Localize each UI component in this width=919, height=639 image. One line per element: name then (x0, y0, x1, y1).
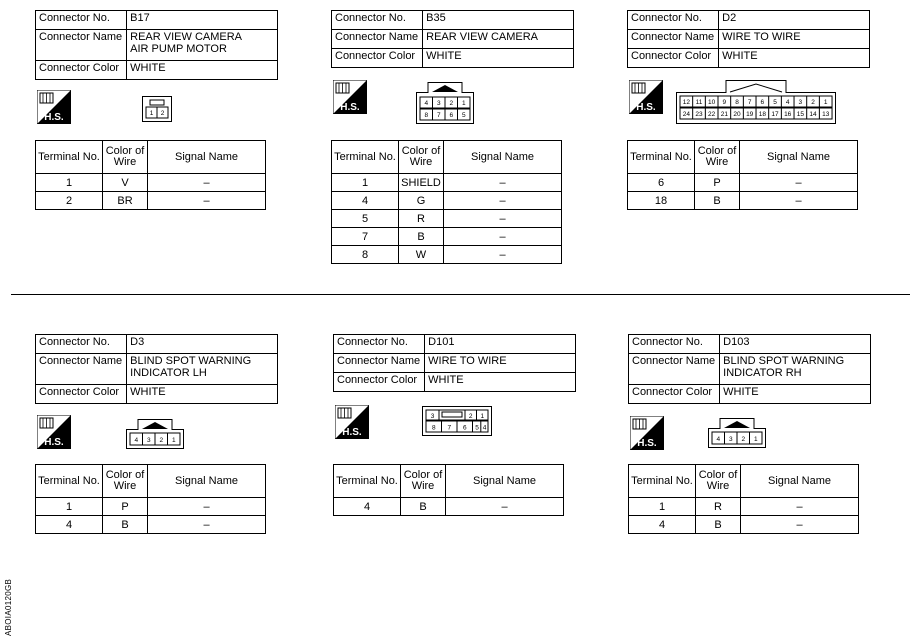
pin-label: 6 (462, 424, 467, 432)
connector-block-b35 (331, 10, 574, 68)
connector-color-label: Connector Color (629, 385, 720, 404)
header-line2: Wire (113, 480, 137, 492)
terminal-no-cell: 7 (332, 228, 399, 246)
connector-no-value: B17 (127, 11, 278, 30)
terminal-no-header: Terminal No. (334, 465, 401, 498)
connector-color-label: Connector Color (334, 373, 425, 392)
connector-name-label: Connector Name (334, 354, 425, 373)
signal-name-cell: – (444, 174, 562, 192)
pin-label: 7 (747, 99, 752, 106)
terminal-table-b35 (331, 140, 562, 264)
pin-label: 7 (436, 112, 441, 119)
pin-label: 1 (823, 99, 828, 106)
color-of-wire-header (696, 465, 741, 498)
signal-name-header: Signal Name (444, 141, 562, 174)
pin-label: 19 (746, 111, 754, 118)
connector-face-d2 (676, 80, 836, 124)
pin-label: 8 (735, 99, 739, 106)
connector-color-value: WHITE (719, 49, 870, 68)
connector-name-label: Connector Name (36, 30, 127, 61)
connector-name-line1: BLIND SPOT WARNING (130, 355, 252, 367)
terminal-table-d3 (35, 464, 266, 534)
table-row (332, 192, 562, 210)
section-divider (11, 294, 910, 295)
connector-no-label: Connector No. (334, 335, 425, 354)
terminal-table-wrap (628, 464, 859, 534)
connector-name-label: Connector Name (36, 354, 127, 385)
wire-color-cell: B (103, 516, 148, 534)
pin-label: 4 (785, 99, 790, 106)
pin-label: 2 (811, 99, 815, 106)
pin-label: 6 (449, 112, 454, 119)
connector-info-table (628, 334, 871, 404)
signal-name-cell: – (148, 516, 266, 534)
table-row (628, 192, 858, 210)
wire-color-cell: R (399, 210, 444, 228)
connector-name-label: Connector Name (332, 30, 423, 49)
color-of-wire-header (695, 141, 740, 174)
color-of-wire-header (401, 465, 446, 498)
signal-name-cell: – (741, 516, 859, 534)
signal-name-cell: – (444, 228, 562, 246)
header-line2: Wire (113, 156, 137, 168)
connector-face-d101 (422, 406, 492, 436)
terminal-no-header: Terminal No. (332, 141, 399, 174)
connector-block-b17 (35, 10, 278, 80)
table-row (628, 174, 858, 192)
connector-no-label: Connector No. (36, 11, 127, 30)
header-line2: Wire (409, 156, 433, 168)
table-row (334, 498, 564, 516)
connector-info-table (35, 10, 278, 80)
hs-label: H.S. (342, 427, 362, 438)
terminal-table-wrap (35, 140, 266, 210)
table-row (36, 192, 266, 210)
wire-color-cell: R (696, 498, 741, 516)
terminal-table-d2 (627, 140, 858, 210)
pin-label: 3 (436, 100, 441, 107)
connector-name-line1: BLIND SPOT WARNING (723, 355, 845, 367)
wire-color-cell: SHIELD (399, 174, 444, 192)
wire-color-cell: P (695, 174, 740, 192)
signal-name-header: Signal Name (148, 465, 266, 498)
signal-name-cell: – (446, 498, 564, 516)
color-of-wire-header (103, 141, 148, 174)
connector-name-value (127, 354, 278, 385)
wire-color-cell: W (399, 246, 444, 264)
terminal-no-cell: 4 (629, 516, 696, 534)
connector-color-value: WHITE (127, 385, 278, 404)
header-line2: Wire (706, 480, 730, 492)
signal-name-cell: – (444, 210, 562, 228)
terminal-no-cell: 1 (36, 498, 103, 516)
pin-label: 15 (796, 111, 804, 118)
connector-name-value: WIRE TO WIRE (425, 354, 576, 373)
pin-label: 3 (728, 436, 733, 443)
signal-name-header: Signal Name (148, 141, 266, 174)
pin-label: 8 (424, 112, 429, 119)
pin-label: 6 (760, 99, 765, 106)
table-row (36, 498, 266, 516)
connector-color-label: Connector Color (628, 49, 719, 68)
terminal-table-wrap (35, 464, 266, 534)
connector-no-value: D2 (719, 11, 870, 30)
pin-label: 13 (822, 111, 830, 118)
terminal-no-header: Terminal No. (628, 141, 695, 174)
signal-name-header: Signal Name (740, 141, 858, 174)
pin-label: 1 (461, 100, 466, 107)
signal-name-cell: – (148, 174, 266, 192)
connector-no-value: D101 (425, 335, 576, 354)
pin-label: 5 (773, 99, 777, 106)
terminal-no-cell: 4 (332, 192, 399, 210)
header-line1: Color of (403, 469, 443, 481)
connector-block-d103 (628, 334, 871, 404)
connector-face-d103 (708, 418, 766, 448)
pin-label: 7 (447, 424, 452, 432)
wire-color-cell: G (399, 192, 444, 210)
table-row (332, 174, 562, 192)
wire-color-cell: P (103, 498, 148, 516)
hs-label: H.S. (44, 437, 64, 448)
terminal-table-d101 (333, 464, 564, 516)
table-row (332, 210, 562, 228)
terminal-no-header: Terminal No. (36, 141, 103, 174)
pin-label: 10 (708, 99, 716, 106)
connector-no-value: D103 (720, 335, 871, 354)
wire-color-cell: B (401, 498, 446, 516)
pin-label: 5 (475, 424, 479, 432)
figure-code: ABOIA0120GB (4, 578, 13, 636)
connector-face-b35 (416, 82, 474, 124)
wire-color-cell: B (696, 516, 741, 534)
signal-name-cell: – (148, 192, 266, 210)
pin-label: 4 (482, 424, 487, 432)
pin-label: 21 (720, 111, 728, 118)
pin-label: 4 (716, 436, 721, 443)
pin-label: 24 (682, 111, 690, 118)
connector-color-label: Connector Color (36, 385, 127, 404)
connector-color-label: Connector Color (36, 61, 127, 80)
connector-color-value: WHITE (720, 385, 871, 404)
pin-label: 1 (753, 436, 758, 443)
header-line1: Color of (105, 145, 145, 157)
terminal-table-wrap (333, 464, 564, 516)
table-row (36, 516, 266, 534)
connector-name-value: REAR VIEW CAMERA (423, 30, 574, 49)
signal-name-cell: – (148, 498, 266, 516)
pin-label: 2 (159, 437, 164, 444)
hs-icon (37, 415, 71, 449)
wire-color-cell: V (103, 174, 148, 192)
header-line1: Color of (105, 469, 145, 481)
pin-label: 14 (809, 111, 817, 118)
pin-label: 1 (480, 413, 485, 420)
pin-label: 16 (784, 111, 792, 118)
connector-color-value: WHITE (127, 61, 278, 80)
terminal-no-cell: 1 (332, 174, 399, 192)
signal-name-cell: – (740, 192, 858, 210)
connector-no-label: Connector No. (332, 11, 423, 30)
connector-color-label: Connector Color (332, 49, 423, 68)
connector-block-d101 (333, 334, 576, 392)
header-line1: Color of (697, 145, 737, 157)
hs-icon (629, 80, 663, 114)
pin-label: 2 (449, 100, 454, 107)
pin-label: 11 (695, 99, 703, 106)
terminal-no-cell: 2 (36, 192, 103, 210)
wire-color-cell: BR (103, 192, 148, 210)
signal-name-header: Signal Name (446, 465, 564, 498)
header-line2: Wire (411, 480, 435, 492)
pin-label: 20 (733, 111, 741, 118)
terminal-no-cell: 5 (332, 210, 399, 228)
connector-block-d2 (627, 10, 870, 68)
terminal-no-cell: 1 (629, 498, 696, 516)
header-line1: Color of (698, 469, 738, 481)
pin-label: 5 (461, 112, 466, 119)
pin-label: 4 (424, 100, 429, 107)
terminal-table-d103 (628, 464, 859, 534)
terminal-no-cell: 1 (36, 174, 103, 192)
pin-label: 17 (771, 111, 779, 118)
terminal-table-wrap (331, 140, 562, 264)
connector-name-label: Connector Name (629, 354, 720, 385)
terminal-no-cell: 6 (628, 174, 695, 192)
terminal-no-header: Terminal No. (36, 465, 103, 498)
signal-name-cell: – (444, 246, 562, 264)
color-of-wire-header (399, 141, 444, 174)
connector-info-table (333, 334, 576, 392)
connector-info-table (331, 10, 574, 68)
connector-name-value: WIRE TO WIRE (719, 30, 870, 49)
pin-label: 3 (146, 437, 151, 444)
terminal-no-cell: 8 (332, 246, 399, 264)
pin-label: 1 (171, 437, 176, 444)
color-of-wire-header (103, 465, 148, 498)
table-row (629, 516, 859, 534)
pin-label: 9 (722, 99, 727, 106)
connector-no-label: Connector No. (628, 11, 719, 30)
terminal-no-header: Terminal No. (629, 465, 696, 498)
pin-label: 23 (695, 111, 703, 118)
connector-no-value: B35 (423, 11, 574, 30)
wire-color-cell: B (695, 192, 740, 210)
table-row (332, 246, 562, 264)
connector-color-value: WHITE (423, 49, 574, 68)
connector-no-label: Connector No. (629, 335, 720, 354)
hs-icon (333, 80, 367, 114)
hs-icon (335, 405, 369, 439)
connector-name-value (127, 30, 278, 61)
connector-info-table (35, 334, 278, 404)
terminal-no-cell: 4 (334, 498, 401, 516)
table-row (36, 174, 266, 192)
pin-label: 22 (708, 111, 716, 118)
connector-color-value: WHITE (425, 373, 576, 392)
pin-label: 1 (149, 110, 154, 117)
pin-label: 8 (431, 424, 436, 432)
terminal-table-wrap (627, 140, 858, 210)
hs-label: H.S. (44, 112, 64, 123)
connector-face-d3 (126, 419, 184, 449)
pin-label: 3 (430, 413, 435, 420)
table-row (332, 228, 562, 246)
hs-icon (630, 416, 664, 450)
pin-label: 3 (798, 99, 803, 106)
header-line2: Wire (705, 156, 729, 168)
connector-name-label: Connector Name (628, 30, 719, 49)
terminal-no-cell: 4 (36, 516, 103, 534)
pin-label: 18 (758, 111, 766, 118)
pin-label: 2 (160, 110, 165, 117)
hs-icon (37, 90, 71, 124)
terminal-no-cell: 18 (628, 192, 695, 210)
connector-info-table (627, 10, 870, 68)
pin-label: 4 (134, 437, 139, 444)
signal-name-cell: – (740, 174, 858, 192)
connector-name-line2: INDICATOR LH (130, 367, 207, 379)
pin-label: 2 (468, 413, 473, 420)
connector-no-label: Connector No. (36, 335, 127, 354)
header-line1: Color of (401, 145, 441, 157)
hs-label: H.S. (636, 102, 656, 113)
hs-label: H.S. (340, 102, 360, 113)
signal-name-header: Signal Name (741, 465, 859, 498)
connector-face-b17 (142, 96, 172, 122)
pin-label: 2 (741, 436, 746, 443)
pin-label: 12 (682, 99, 690, 106)
connector-no-value: D3 (127, 335, 278, 354)
signal-name-cell: – (741, 498, 859, 516)
connector-block-d3 (35, 334, 278, 404)
wire-color-cell: B (399, 228, 444, 246)
connector-name-line1: REAR VIEW CAMERA (130, 31, 243, 43)
connector-name-value (720, 354, 871, 385)
table-row (629, 498, 859, 516)
hs-label: H.S. (637, 438, 657, 449)
terminal-table-b17 (35, 140, 266, 210)
connector-name-line2: AIR PUMP MOTOR (130, 43, 227, 55)
signal-name-cell: – (444, 192, 562, 210)
connector-name-line2: INDICATOR RH (723, 367, 802, 379)
